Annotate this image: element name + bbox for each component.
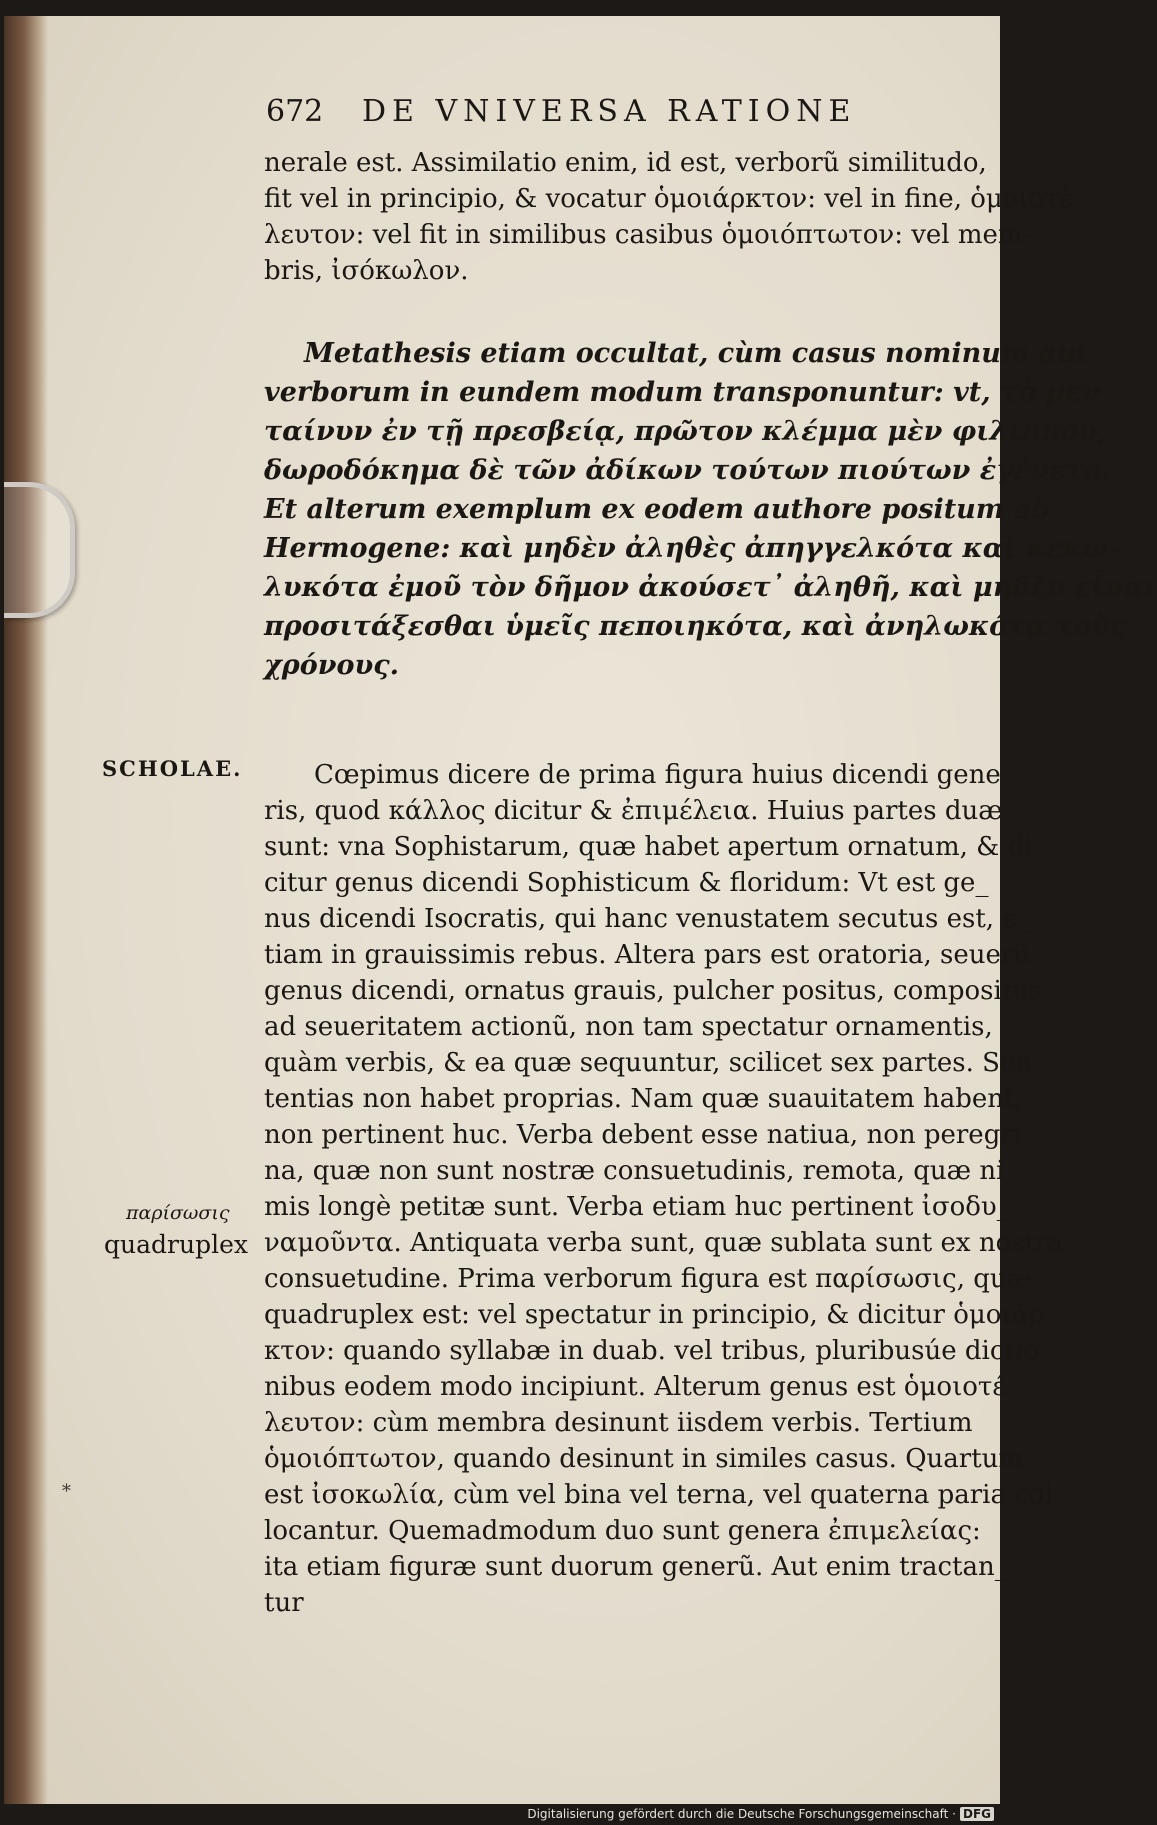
margin-note-quadruplex: quadruplex [104, 1230, 248, 1259]
text-line: fit vel in principio, & vocatur ὁμοιάρκτον: vel in fine, ὁμοιοτέ- [264, 184, 1081, 214]
text-line: ναμοῦντα. Antiquata verba sunt, quæ sublata sunt ex nostra [264, 1228, 1063, 1258]
text-line: Metathesis etiam occultat, cùm casus nominum aut [304, 338, 1089, 369]
text-line: non pertinent huc. Verba debent esse natiua, non peregri [264, 1120, 1022, 1150]
paragraph-assimilatio [264, 148, 1081, 292]
text-line: χρόνους. [264, 650, 400, 681]
text-line: verborum in eundem modum transponuntur: vt, τὸ μὲν [264, 377, 1101, 408]
text-line: Hermogene: καὶ μηδὲν ἀληθὲς ἀπηγγελκότα καὶ κεκω- [264, 533, 1120, 564]
text-line: δωροδόκημα δὲ τῶν ἀδίκων τούτων πιούτων ἐγένετο. [264, 455, 1112, 486]
text-line: nibus eodem modo incipiunt. Alterum genus est ὁμοιοτέ_ [264, 1372, 1019, 1402]
digitization-footer [527, 1807, 994, 1821]
footer-text: Digitalisierung gefördert durch die Deutsche Forschungsgemeinschaft · [527, 1807, 956, 1821]
paragraph-metathesis [264, 338, 1157, 689]
margin-note-scholae: SCHOLAE. [102, 756, 243, 781]
text-line: genus dicendi, ornatus grauis, pulcher positus, compositus [264, 976, 1043, 1006]
text-line: nus dicendi Isocratis, qui hanc venustatem secutus est, e_ [264, 904, 1031, 934]
text-line: quadruplex est: vel spectatur in principio, & dicitur ὁμοιάρ [264, 1300, 1045, 1330]
text-line: quàm verbis, & ea quæ sequuntur, scilicet sex partes. Sen [264, 1048, 1033, 1078]
margin-note-greek: παρίσωσις [126, 1202, 230, 1224]
text-line: ταίνυν ἐν τῇ πρεσβείᾳ, πρῶτον κλέμμα μὲν φιλίππου, [264, 416, 1107, 447]
text-line: προσιτάξεσθαι ὑμεῖς πεποιηκότα, καὶ ἀνηλωκότα τοὺς [264, 611, 1127, 642]
text-line: ad seueritatem actionũ, non tam spectatur ornamentis, [264, 1012, 993, 1042]
text-line: mis longè petitæ sunt. Verba etiam huc pertinent ἰσοδυ_ [264, 1192, 1010, 1222]
paragraph-scholae [264, 760, 1063, 1624]
pen-mark: * [62, 1481, 71, 1502]
text-line: nerale est. Assimilatio enim, id est, verborũ similitudo, [264, 148, 987, 178]
text-line: κτον: quando syllabæ in duab. vel tribus, pluribusúe dictio [264, 1336, 1039, 1366]
text-line: λυκότα ἐμοῦ τὸν δῆμον ἀκούσετ᾽ ἀληθῆ, καὶ μηδὲν εἶναι [264, 572, 1157, 603]
text-line: tiam in grauissimis rebus. Altera pars est oratoria, seuerũ [264, 940, 1031, 970]
text-line: λευτον: cùm membra desinunt iisdem verbis. Tertium [264, 1408, 973, 1438]
text-line: Et alterum exemplum ex eodem authore positum ab [264, 494, 1051, 525]
text-line: tentias non habet proprias. Nam quæ suauitatem habent, [264, 1084, 1023, 1114]
text-line: locantur. Quemadmodum duo sunt genera ἐπιμελείας: [264, 1516, 981, 1546]
running-title: DE VNIVERSA RATIONE [362, 94, 857, 129]
page-clip [4, 482, 75, 618]
text-line: ὁμοιόπτωτον, quando desinunt in similes casus. Quartum [264, 1444, 1024, 1474]
text-line: na, quæ non sunt nostræ consuetudinis, remota, quæ ni_ [264, 1156, 1018, 1186]
text-line: citur genus dicendi Sophisticum & floridum: Vt est ge_ [264, 868, 989, 898]
text-line: ris, quod κάλλος dicitur & ἐπιμέλεια. Huius partes duæ [264, 796, 1003, 826]
text-line: ita etiam figuræ sunt duorum generũ. Aut enim tractan_ [264, 1552, 1008, 1582]
page-number: 672 [266, 94, 324, 129]
book-page [4, 16, 1157, 1804]
text-line: sunt: vna Sophistarum, quæ habet apertum ornatum, & di [264, 832, 1033, 862]
dfg-logo: DFG [960, 1807, 994, 1821]
text-line: bris, ἰσόκωλον. [264, 256, 469, 286]
running-header [266, 94, 966, 129]
text-line: est ἰσοκωλία, cùm vel bina vel terna, vel quaterna paria col [264, 1480, 1053, 1510]
text-line: λευτον: vel fit in similibus casibus ὁμοιόπτωτον: vel mem- [264, 220, 1032, 250]
text-line: tur [264, 1588, 304, 1618]
text-line: Cœpimus dicere de prima figura huius dicendi gene [314, 760, 1001, 790]
text-line: consuetudine. Prima verborum figura est παρίσωσις, quæ [264, 1264, 1032, 1294]
book-spine [4, 16, 48, 1804]
